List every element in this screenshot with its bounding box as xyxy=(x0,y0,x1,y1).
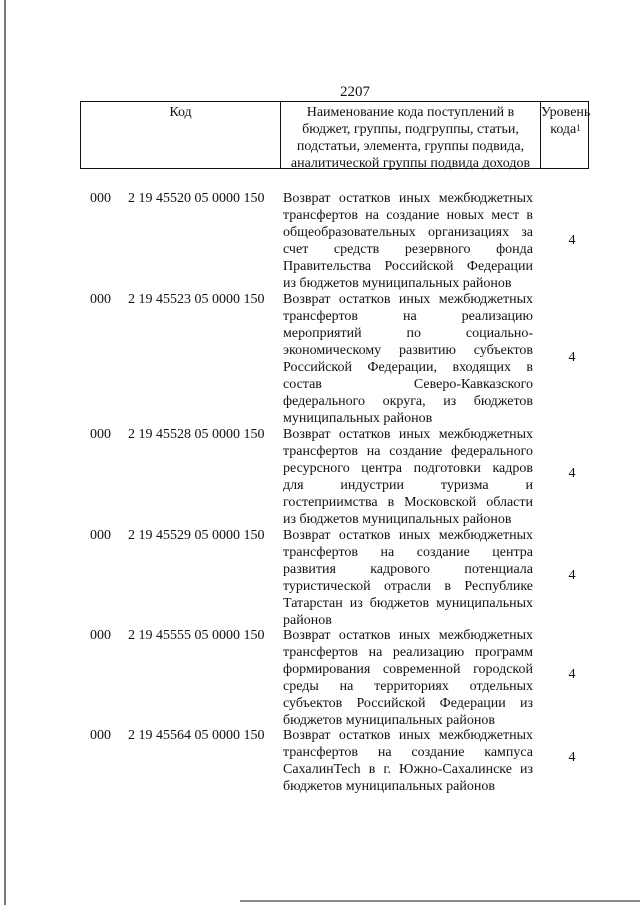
name-line: трансфертов на создание центра xyxy=(283,545,533,560)
income-name xyxy=(283,291,533,427)
name-line: субъектов Российской Федерации из xyxy=(283,696,533,711)
name-line: экономическому развитию субъектов xyxy=(283,343,533,358)
budget-code: 2 19 45555 05 0000 150 xyxy=(128,628,265,643)
name-line: из бюджетов муниципальных районов xyxy=(283,276,512,291)
name-line: Возврат остатков иных межбюджетных xyxy=(283,427,533,442)
header-code-column xyxy=(81,102,280,168)
name-line: ресурсного центра подготовки кадров xyxy=(283,461,533,476)
level-value: 4 xyxy=(568,350,576,365)
income-name xyxy=(283,627,533,729)
admin-code: 000 xyxy=(90,728,111,743)
admin-code: 000 xyxy=(90,528,111,543)
budget-code: 2 19 45529 05 0000 150 xyxy=(128,528,265,543)
budget-code: 2 19 45528 05 0000 150 xyxy=(128,427,265,442)
name-line: формирования современной городской xyxy=(283,662,533,677)
header-name-line: подстатьи, элемента, группы подвида, xyxy=(296,139,525,154)
name-line: Возврат остатков иных межбюджетных xyxy=(283,628,533,643)
header-level-column xyxy=(540,102,590,168)
name-line: Возврат остатков иных межбюджетных xyxy=(283,528,533,543)
name-line: муниципальных районов xyxy=(283,411,433,426)
admin-code: 000 xyxy=(90,427,111,442)
admin-code: 000 xyxy=(90,628,111,643)
page-left-edge xyxy=(4,0,6,905)
name-line: трансфертов на создание новых мест в xyxy=(283,208,533,223)
level-value: 4 xyxy=(568,568,576,583)
name-line: гостеприимства в Московской области xyxy=(283,495,533,510)
header-name-line: аналитической группы подвида доходов xyxy=(290,156,531,171)
header-level-line xyxy=(541,121,590,138)
name-line: бюджетов муниципальных районов xyxy=(283,713,495,728)
name-line: районов xyxy=(283,613,332,628)
name-line: Возврат остатков иных межбюджетных xyxy=(283,292,533,307)
level-value: 4 xyxy=(568,233,576,248)
header-level-line: Уровень xyxy=(541,105,591,120)
name-line: бюджетов муниципальных районов xyxy=(283,779,495,794)
name-line: трансфертов на создание кампуса xyxy=(283,745,533,760)
admin-code: 000 xyxy=(90,191,111,206)
name-line: среды на территориях отдельных xyxy=(283,679,533,694)
income-name xyxy=(283,426,533,528)
table-header xyxy=(80,101,589,169)
name-line: из бюджетов муниципальных районов xyxy=(283,512,512,527)
level-value: 4 xyxy=(568,750,576,765)
income-name xyxy=(283,190,533,292)
page-bottom-edge xyxy=(240,900,640,902)
name-line: трансфертов на реализацию программ xyxy=(283,645,533,660)
name-line: СахалинTech в г. Южно-Сахалинске из xyxy=(283,762,533,777)
name-line: развития кадрового потенциала xyxy=(283,562,533,577)
name-line: для индустрии туризма и xyxy=(283,478,533,493)
budget-code: 2 19 45564 05 0000 150 xyxy=(128,728,265,743)
name-line: Российской Федерации, входящих в xyxy=(283,360,533,375)
header-level-word: кода xyxy=(550,122,577,137)
name-line: Правительства Российской Федерации xyxy=(283,259,533,274)
name-line: трансфертов на создание федерального xyxy=(283,444,533,459)
page-number: 2207 xyxy=(340,84,370,100)
name-line: туристической отрасли в Республике xyxy=(283,579,533,594)
footnote-marker: 1 xyxy=(576,123,581,133)
name-line: счет средств резервного фонда xyxy=(283,242,533,257)
income-name xyxy=(283,727,533,795)
name-line: состав Северо-Кавказского xyxy=(283,377,533,392)
header-name-column xyxy=(280,102,540,171)
admin-code: 000 xyxy=(90,292,111,307)
income-name xyxy=(283,527,533,629)
name-line: федерального округа, из бюджетов xyxy=(283,394,533,409)
header-code-label: Код xyxy=(169,105,192,120)
header-name-line: Наименование кода поступлений в xyxy=(306,105,515,120)
name-line: Возврат остатков иных межбюджетных xyxy=(283,728,533,743)
budget-code: 2 19 45520 05 0000 150 xyxy=(128,191,265,206)
level-value: 4 xyxy=(568,667,576,682)
level-value: 4 xyxy=(568,466,576,481)
name-line: общеобразовательных организациях за xyxy=(283,225,533,240)
budget-code: 2 19 45523 05 0000 150 xyxy=(128,292,265,307)
name-line: Татарстан из бюджетов муниципальных xyxy=(283,596,533,611)
name-line: трансфертов на реализацию xyxy=(283,309,533,324)
name-line: мероприятий по социально- xyxy=(283,326,533,341)
name-line: Возврат остатков иных межбюджетных xyxy=(283,191,533,206)
header-name-line: бюджет, группы, подгруппы, статьи, xyxy=(302,122,519,137)
